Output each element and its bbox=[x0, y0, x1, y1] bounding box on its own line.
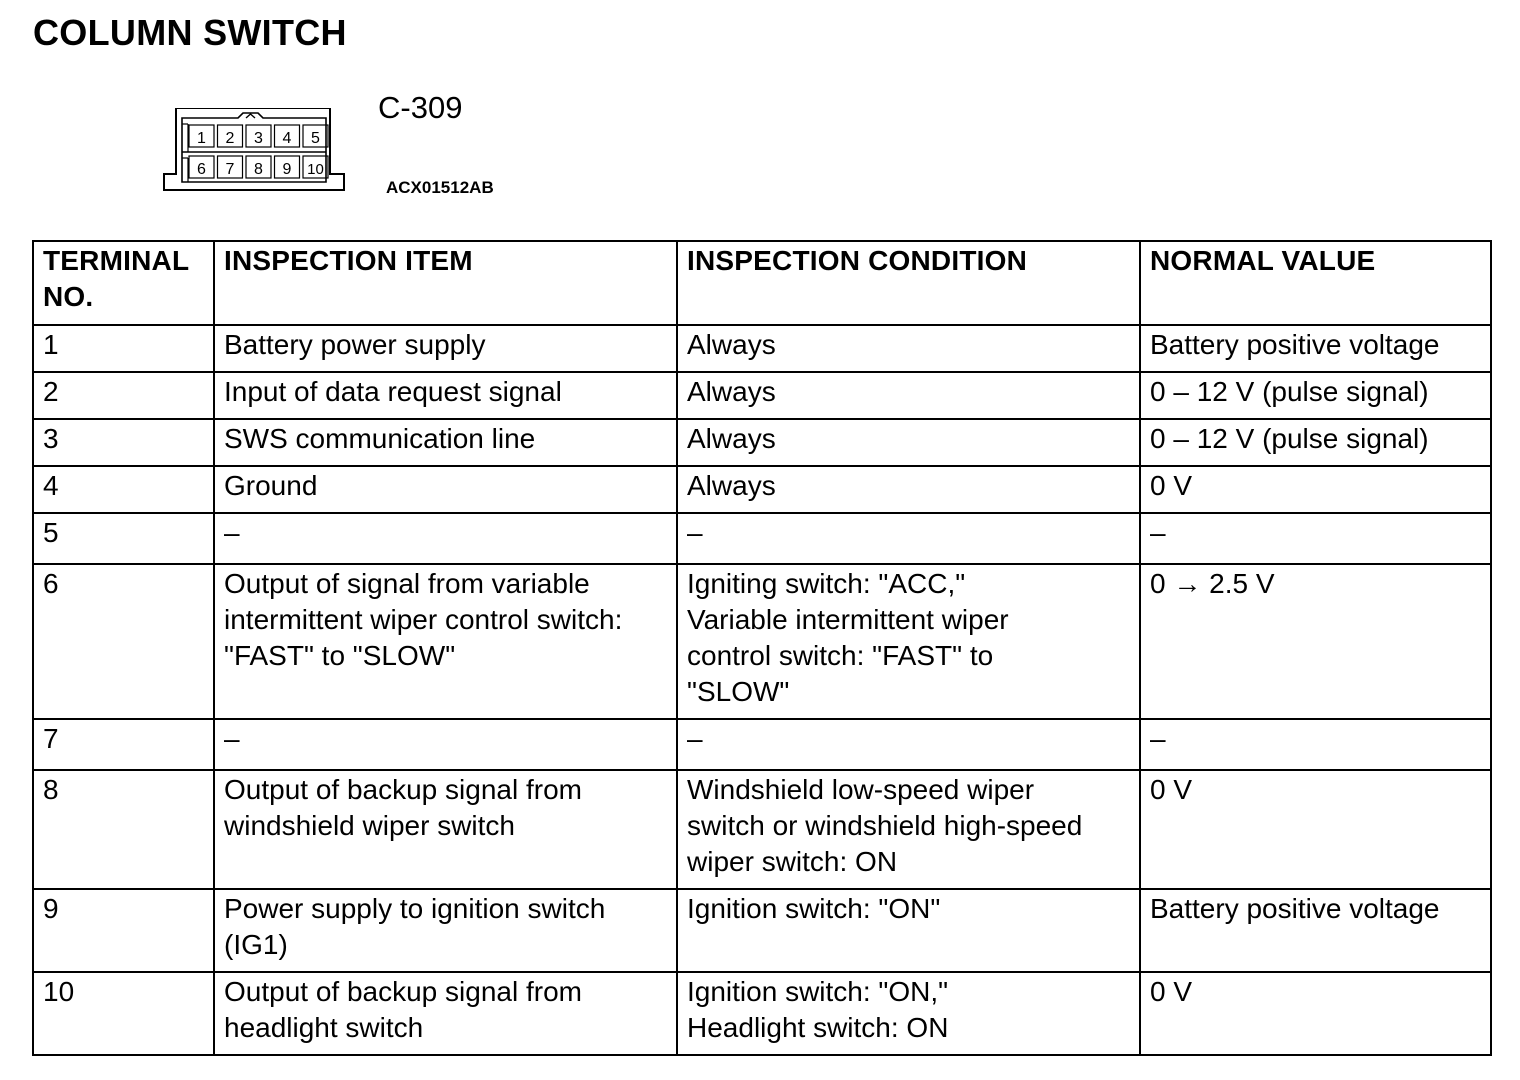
pin-label: 9 bbox=[282, 161, 292, 178]
condition-cell: Always bbox=[677, 466, 1140, 513]
terminal-cell: 10 bbox=[33, 972, 214, 1055]
header-inspection-condition: INSPECTION CONDITION bbox=[677, 241, 1140, 325]
terminal-cell: 2 bbox=[33, 372, 214, 419]
item-cell: Input of data request signal bbox=[214, 372, 677, 419]
table-row bbox=[33, 372, 1491, 419]
condition-cell: Always bbox=[677, 325, 1140, 372]
pin-label: 1 bbox=[197, 130, 206, 147]
terminal-cell: 3 bbox=[33, 419, 214, 466]
item-cell: Power supply to ignition switch (IG1) bbox=[214, 889, 677, 972]
terminal-cell: 7 bbox=[33, 719, 214, 770]
connector-code: C-309 bbox=[378, 90, 463, 125]
pin-label: 6 bbox=[197, 161, 206, 178]
table-row bbox=[33, 419, 1491, 466]
condition-cell: Always bbox=[677, 372, 1140, 419]
table-row bbox=[33, 513, 1491, 564]
item-cell: Output of backup signal from windshield wiper switch bbox=[214, 770, 677, 889]
terminal-cell: 1 bbox=[33, 325, 214, 372]
value-cell: Battery positive voltage bbox=[1140, 889, 1491, 972]
table-row bbox=[33, 719, 1491, 770]
pin-label: 2 bbox=[225, 130, 235, 147]
condition-cell: Always bbox=[677, 419, 1140, 466]
inspection-table bbox=[32, 240, 1492, 1056]
value-cell: 0 V bbox=[1140, 770, 1491, 889]
header-inspection-item: INSPECTION ITEM bbox=[214, 241, 677, 325]
condition-cell: Igniting switch: "ACC," Variable intermittent wiper control switch: "FAST" to "SLOW" bbox=[677, 564, 1140, 719]
table-row bbox=[33, 889, 1491, 972]
pin-label: 4 bbox=[282, 130, 292, 147]
table-row bbox=[33, 972, 1491, 1055]
item-cell: Battery power supply bbox=[214, 325, 677, 372]
condition-cell: – bbox=[677, 513, 1140, 564]
item-cell: – bbox=[214, 719, 677, 770]
item-cell: SWS communication line bbox=[214, 419, 677, 466]
connector-latch bbox=[246, 114, 255, 118]
item-cell: Output of backup signal from headlight switch bbox=[214, 972, 677, 1055]
condition-cell: – bbox=[677, 719, 1140, 770]
pin-label: 8 bbox=[254, 161, 263, 178]
header-terminal-no: TERMINAL NO. bbox=[33, 241, 214, 325]
value-cell: – bbox=[1140, 513, 1491, 564]
item-cell: – bbox=[214, 513, 677, 564]
value-cell: 0 V bbox=[1140, 972, 1491, 1055]
table-row bbox=[33, 325, 1491, 372]
figure-id: ACX01512AB bbox=[386, 178, 494, 197]
terminal-cell: 6 bbox=[33, 564, 214, 719]
header-normal-value: NORMAL VALUE bbox=[1140, 241, 1491, 325]
table-row bbox=[33, 466, 1491, 513]
value-cell: 0 – 12 V (pulse signal) bbox=[1140, 372, 1491, 419]
terminal-cell: 9 bbox=[33, 889, 214, 972]
condition-cell: Ignition switch: "ON," Headlight switch: ON bbox=[677, 972, 1140, 1055]
item-cell: Output of signal from variable intermittent wiper control switch: "FAST" to "SLOW" bbox=[214, 564, 677, 719]
pin-label: 10 bbox=[307, 161, 324, 178]
connector-diagram bbox=[162, 108, 346, 192]
condition-cell: Ignition switch: "ON" bbox=[677, 889, 1140, 972]
item-cell: Ground bbox=[214, 466, 677, 513]
page-title: COLUMN SWITCH bbox=[33, 12, 347, 53]
pin-label: 3 bbox=[254, 130, 263, 147]
table-row bbox=[33, 564, 1491, 719]
value-cell: 0 → 2.5 V bbox=[1140, 564, 1491, 719]
value-cell: Battery positive voltage bbox=[1140, 325, 1491, 372]
terminal-cell: 5 bbox=[33, 513, 214, 564]
terminal-cell: 4 bbox=[33, 466, 214, 513]
terminal-cell: 8 bbox=[33, 770, 214, 889]
value-cell: 0 – 12 V (pulse signal) bbox=[1140, 419, 1491, 466]
value-cell: 0 V bbox=[1140, 466, 1491, 513]
condition-cell: Windshield low-speed wiper switch or windshield high-speed wiper switch: ON bbox=[677, 770, 1140, 889]
value-cell: – bbox=[1140, 719, 1491, 770]
table-header-row bbox=[33, 241, 1491, 325]
pin-label: 7 bbox=[225, 161, 235, 178]
pin-label: 5 bbox=[311, 130, 320, 147]
table-row bbox=[33, 770, 1491, 889]
